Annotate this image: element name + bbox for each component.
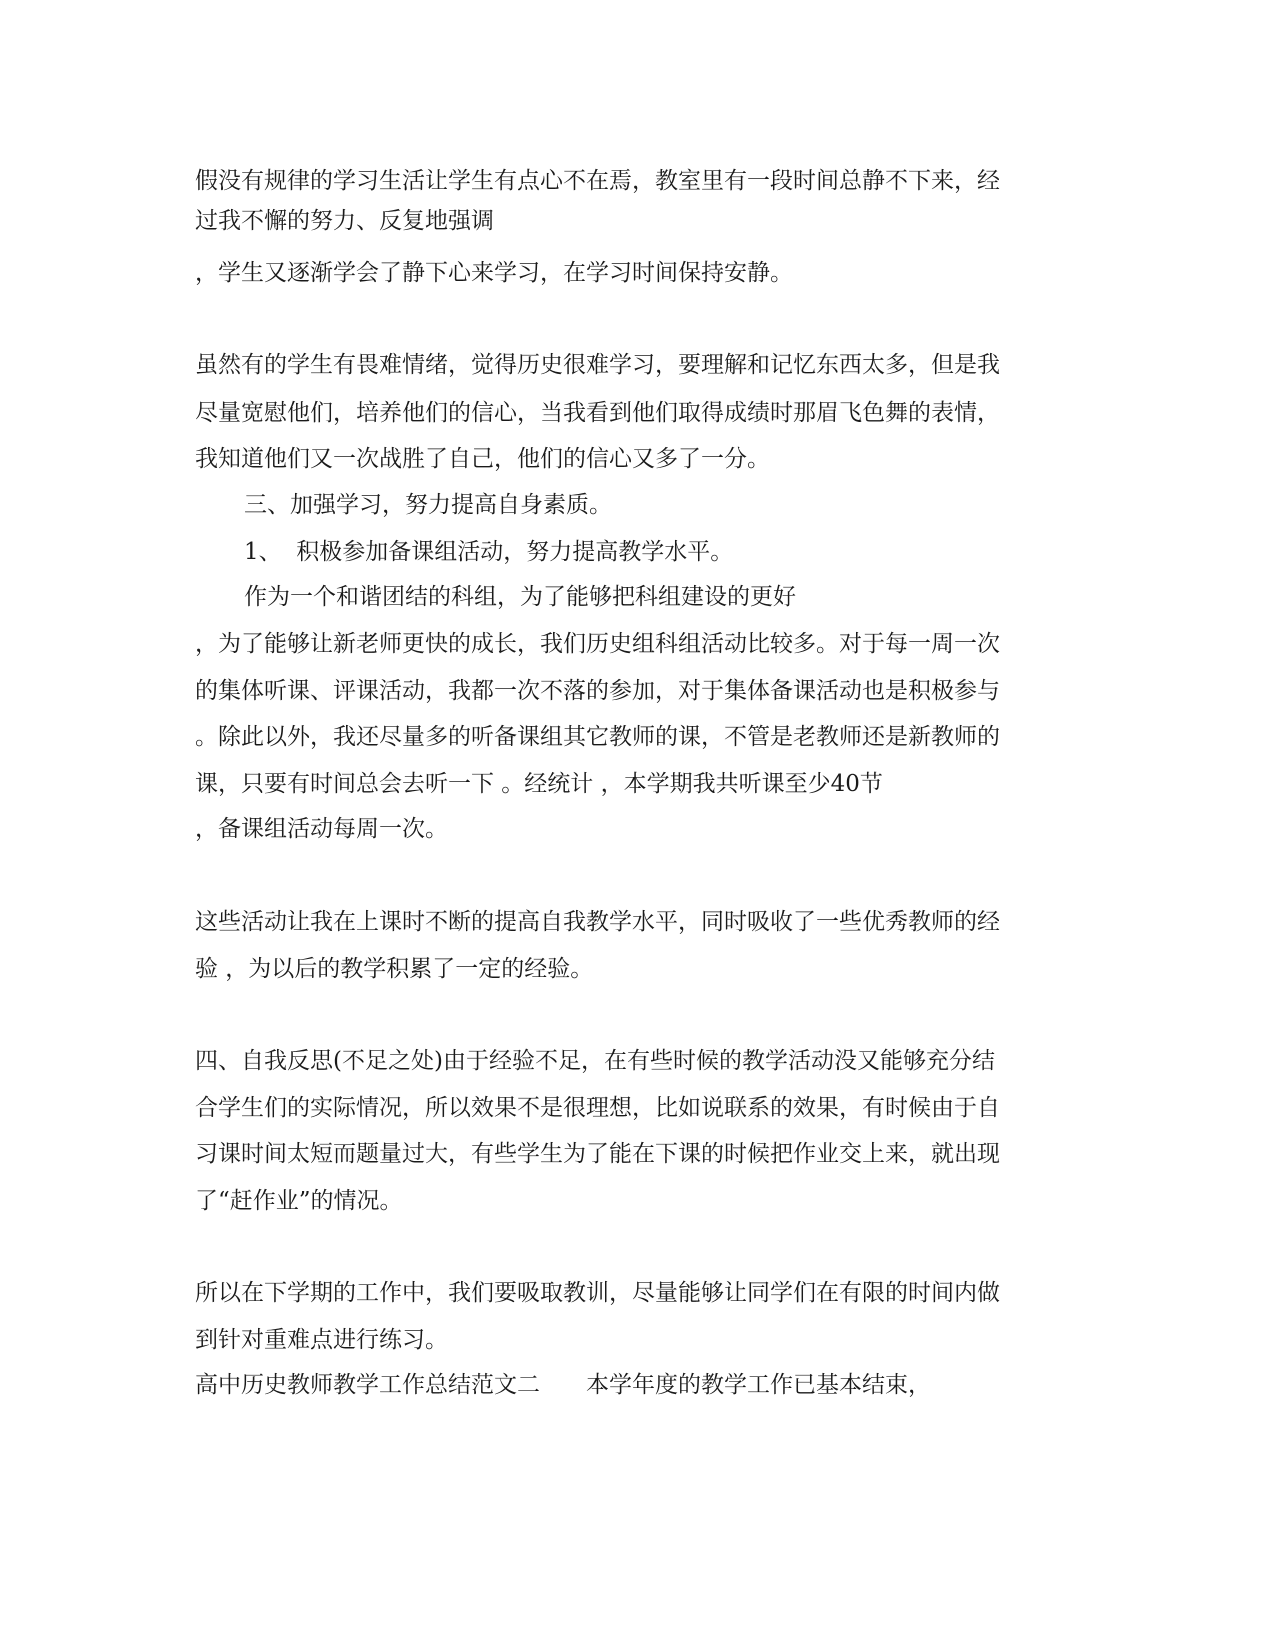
text-line: 课，只要有时间总会去听一下 。经统计 ，本学期我共听课至少40节 bbox=[195, 771, 883, 797]
text-line: 我知道他们又一次战胜了自己，他们的信心又多了一分。 bbox=[195, 446, 770, 472]
section-heading: 四、自我反思(不足之处)由于经验不足，在有些时候的教学活动没又能够充分结 bbox=[195, 1048, 995, 1074]
text-line: 假没有规律的学习生活让学生有点心不在焉，教室里有一段时间总静不下来，经 bbox=[195, 168, 1000, 194]
text-line: 合学生们的实际情况，所以效果不是很理想，比如说联系的效果，有时候由于自 bbox=[195, 1095, 1000, 1121]
text-line: ，学生又逐渐学会了静下心来学习，在学习时间保持安静。 bbox=[195, 260, 793, 286]
text-line: 了“赶作业”的情况。 bbox=[195, 1188, 403, 1214]
text-line: 过我不懈的努力、反复地强调 bbox=[195, 208, 494, 234]
text-line: 。除此以外，我还尽量多的听备课组其它教师的课，不管是老教师还是新教师的 bbox=[195, 724, 1000, 750]
text-line: 习课时间太短而题量过大，有些学生为了能在下课的时候把作业交上来，就出现 bbox=[195, 1141, 1000, 1167]
text-line: 这些活动让我在上课时不断的提高自我教学水平，同时吸收了一些优秀教师的经 bbox=[195, 909, 1000, 935]
numbered-item: 1、 积极参加备课组活动，努力提高教学水平。 bbox=[244, 539, 734, 565]
text-line: 的集体听课、评课活动，我都一次不落的参加，对于集体备课活动也是积极参与 bbox=[195, 678, 1000, 704]
text-line: 验 ，为以后的教学积累了一定的经验。 bbox=[195, 956, 594, 982]
text-line: ，为了能够让新老师更快的成长，我们历史组科组活动比较多。对于每一周一次 bbox=[195, 631, 1000, 657]
section-heading: 三、加强学习，努力提高自身素质。 bbox=[244, 492, 612, 518]
text-line: 所以在下学期的工作中，我们要吸取教训，尽量能够让同学们在有限的时间内做 bbox=[195, 1280, 1000, 1306]
text-line: 作为一个和谐团结的科组，为了能够把科组建设的更好 bbox=[244, 584, 796, 610]
text-line: 到针对重难点进行练习。 bbox=[195, 1327, 448, 1353]
text-line: 虽然有的学生有畏难情绪，觉得历史很难学习，要理解和记忆东西太多，但是我 bbox=[195, 352, 1000, 378]
text-line: ，备课组活动每周一次。 bbox=[195, 816, 448, 842]
text-line: 尽量宽慰他们，培养他们的信心，当我看到他们取得成绩时那眉飞色舞的表情， bbox=[195, 400, 1000, 426]
document-title-line: 高中历史教师教学工作总结范文二 本学年度的教学工作已基本结束， bbox=[195, 1372, 931, 1398]
